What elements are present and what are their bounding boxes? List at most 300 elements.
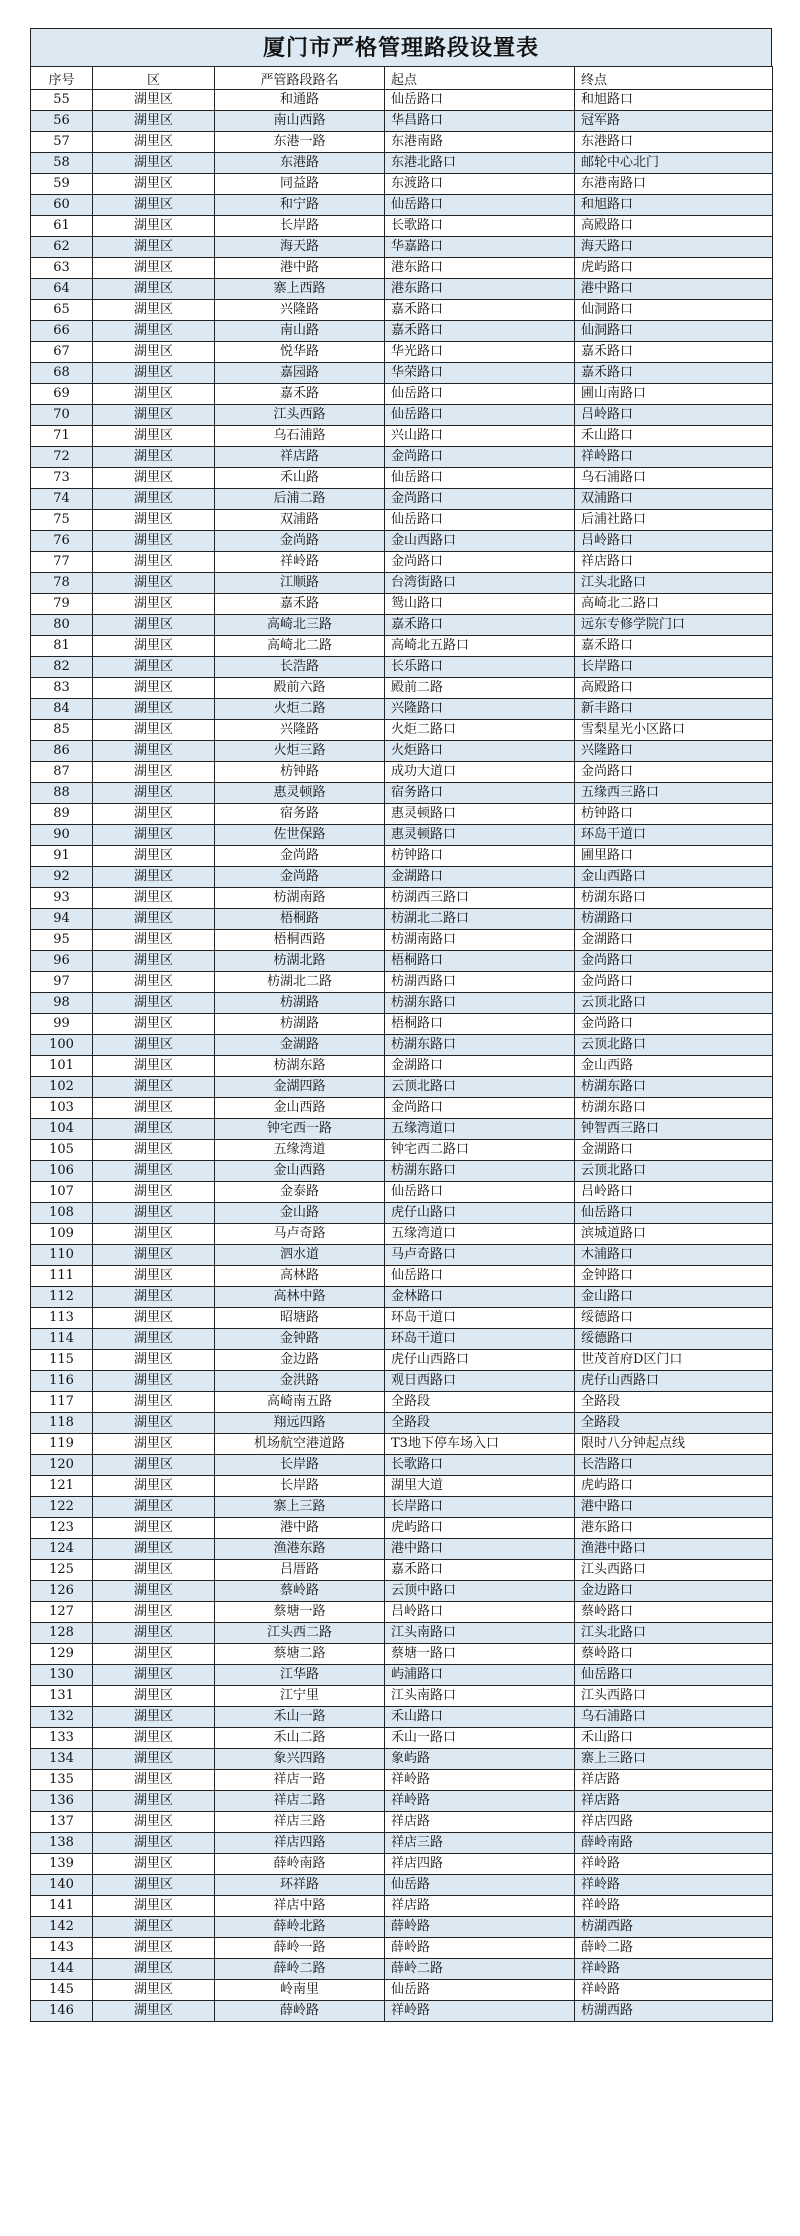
cell-road-name: 和宁路 <box>215 195 385 216</box>
table-row <box>31 1917 773 1938</box>
cell-index: 130 <box>31 1665 93 1686</box>
cell-district: 湖里区 <box>93 1791 215 1812</box>
table-row <box>31 1560 773 1581</box>
table-row <box>31 132 773 153</box>
table-row <box>31 321 773 342</box>
cell-end: 祥岭路 <box>575 1854 773 1875</box>
table-row <box>31 1266 773 1287</box>
cell-end: 枋湖东路口 <box>575 1098 773 1119</box>
cell-end: 金湖路口 <box>575 1140 773 1161</box>
cell-end: 仙岳路口 <box>575 1665 773 1686</box>
table-row <box>31 1098 773 1119</box>
cell-district: 湖里区 <box>93 216 215 237</box>
cell-start: 虎仔山路口 <box>385 1203 575 1224</box>
cell-start: 蔡塘一路口 <box>385 1644 575 1665</box>
table-row <box>31 1392 773 1413</box>
cell-road-name: 环祥路 <box>215 1875 385 1896</box>
cell-start: 枋湖东路口 <box>385 993 575 1014</box>
table-row <box>31 1539 773 1560</box>
cell-district: 湖里区 <box>93 1119 215 1140</box>
cell-end: 滨城道路口 <box>575 1224 773 1245</box>
table-row <box>31 510 773 531</box>
cell-start: 嘉禾路口 <box>385 1560 575 1581</box>
cell-index: 70 <box>31 405 93 426</box>
cell-start: 成功大道口 <box>385 762 575 783</box>
cell-end: 海天路口 <box>575 237 773 258</box>
table-row <box>31 2001 773 2022</box>
cell-road-name: 祥店中路 <box>215 1896 385 1917</box>
table-row <box>31 1182 773 1203</box>
cell-road-name: 江宁里 <box>215 1686 385 1707</box>
cell-road-name: 金尚路 <box>215 846 385 867</box>
cell-end: 虎屿路口 <box>575 258 773 279</box>
cell-end: 金尚路口 <box>575 762 773 783</box>
table-row <box>31 1665 773 1686</box>
cell-index: 123 <box>31 1518 93 1539</box>
cell-index: 108 <box>31 1203 93 1224</box>
cell-district: 湖里区 <box>93 132 215 153</box>
cell-end: 祥店路口 <box>575 552 773 573</box>
cell-index: 113 <box>31 1308 93 1329</box>
table-row <box>31 1413 773 1434</box>
table-row <box>31 405 773 426</box>
cell-index: 103 <box>31 1098 93 1119</box>
cell-start: 云顶中路口 <box>385 1581 575 1602</box>
cell-index: 111 <box>31 1266 93 1287</box>
cell-start: 仙岳路口 <box>385 405 575 426</box>
cell-start: 云顶北路口 <box>385 1077 575 1098</box>
cell-end: 虎仔山西路口 <box>575 1371 773 1392</box>
cell-start: 环岛干道口 <box>385 1329 575 1350</box>
cell-road-name: 祥岭路 <box>215 552 385 573</box>
cell-end: 蔡岭路口 <box>575 1602 773 1623</box>
cell-start: 港东路口 <box>385 279 575 300</box>
cell-road-name: 金钟路 <box>215 1329 385 1350</box>
cell-road-name: 宿务路 <box>215 804 385 825</box>
cell-index: 58 <box>31 153 93 174</box>
cell-district: 湖里区 <box>93 804 215 825</box>
cell-index: 145 <box>31 1980 93 2001</box>
cell-road-name: 渔港东路 <box>215 1539 385 1560</box>
table-row <box>31 678 773 699</box>
cell-district: 湖里区 <box>93 846 215 867</box>
cell-start: 仙岳路口 <box>385 468 575 489</box>
table-row <box>31 1140 773 1161</box>
cell-index: 133 <box>31 1728 93 1749</box>
cell-start: 祥店路 <box>385 1812 575 1833</box>
cell-end: 五缘西三路口 <box>575 783 773 804</box>
cell-district: 湖里区 <box>93 1329 215 1350</box>
cell-start: 殿前二路 <box>385 678 575 699</box>
cell-road-name: 吕厝路 <box>215 1560 385 1581</box>
cell-road-name: 长岸路 <box>215 1455 385 1476</box>
cell-district: 湖里区 <box>93 762 215 783</box>
cell-index: 127 <box>31 1602 93 1623</box>
cell-district: 湖里区 <box>93 237 215 258</box>
cell-end: 金尚路口 <box>575 951 773 972</box>
cell-district: 湖里区 <box>93 342 215 363</box>
table-row <box>31 1518 773 1539</box>
cell-road-name: 江头西二路 <box>215 1623 385 1644</box>
cell-start: 东渡路口 <box>385 174 575 195</box>
cell-road-name: 乌石浦路 <box>215 426 385 447</box>
cell-district: 湖里区 <box>93 153 215 174</box>
cell-district: 湖里区 <box>93 468 215 489</box>
cell-road-name: 南山西路 <box>215 111 385 132</box>
cell-end: 钟智西三路口 <box>575 1119 773 1140</box>
table-row <box>31 1938 773 1959</box>
cell-road-name: 和通路 <box>215 90 385 111</box>
cell-start: 东港南路 <box>385 132 575 153</box>
cell-district: 湖里区 <box>93 909 215 930</box>
cell-index: 136 <box>31 1791 93 1812</box>
header-end: 终点 <box>575 67 773 90</box>
cell-start: 金湖路口 <box>385 867 575 888</box>
cell-road-name: 兴隆路 <box>215 720 385 741</box>
cell-start: 仙岳路 <box>385 1875 575 1896</box>
cell-start: 仙岳路口 <box>385 1266 575 1287</box>
cell-end: 枋湖东路口 <box>575 1077 773 1098</box>
cell-district: 湖里区 <box>93 195 215 216</box>
cell-index: 134 <box>31 1749 93 1770</box>
cell-index: 101 <box>31 1056 93 1077</box>
cell-road-name: 蔡塘二路 <box>215 1644 385 1665</box>
cell-start: 华光路口 <box>385 342 575 363</box>
cell-district: 湖里区 <box>93 1875 215 1896</box>
cell-end: 乌石浦路口 <box>575 1707 773 1728</box>
cell-end: 圃里路口 <box>575 846 773 867</box>
cell-end: 仙岳路口 <box>575 1203 773 1224</box>
cell-index: 74 <box>31 489 93 510</box>
cell-district: 湖里区 <box>93 405 215 426</box>
cell-road-name: 殿前六路 <box>215 678 385 699</box>
cell-district: 湖里区 <box>93 1203 215 1224</box>
cell-start: 虎仔山西路口 <box>385 1350 575 1371</box>
cell-end: 限时八分钟起点线 <box>575 1434 773 1455</box>
table-row <box>31 1707 773 1728</box>
table-row <box>31 573 773 594</box>
cell-district: 湖里区 <box>93 1854 215 1875</box>
cell-index: 135 <box>31 1770 93 1791</box>
cell-start: 金山西路口 <box>385 531 575 552</box>
cell-road-name: 后浦二路 <box>215 489 385 510</box>
cell-end: 长岸路口 <box>575 657 773 678</box>
cell-start: 东港北路口 <box>385 153 575 174</box>
cell-end: 金湖路口 <box>575 930 773 951</box>
table-row <box>31 1476 773 1497</box>
table-row <box>31 1749 773 1770</box>
cell-road-name: 高崎南五路 <box>215 1392 385 1413</box>
cell-end: 冠军路 <box>575 111 773 132</box>
cell-road-name: 枋湖北二路 <box>215 972 385 993</box>
table-row <box>31 1581 773 1602</box>
cell-district: 湖里区 <box>93 783 215 804</box>
cell-start: 屿浦路口 <box>385 1665 575 1686</box>
cell-district: 湖里区 <box>93 111 215 132</box>
cell-road-name: 泗水道 <box>215 1245 385 1266</box>
cell-road-name: 梧桐西路 <box>215 930 385 951</box>
cell-index: 115 <box>31 1350 93 1371</box>
cell-start: 宿务路口 <box>385 783 575 804</box>
cell-road-name: 薛岭二路 <box>215 1959 385 1980</box>
cell-end: 嘉禾路口 <box>575 342 773 363</box>
cell-end: 吕岭路口 <box>575 1182 773 1203</box>
cell-end: 嘉禾路口 <box>575 636 773 657</box>
cell-end: 仙洞路口 <box>575 300 773 321</box>
cell-district: 湖里区 <box>93 1980 215 2001</box>
cell-index: 83 <box>31 678 93 699</box>
cell-end: 寨上三路口 <box>575 1749 773 1770</box>
table-row <box>31 636 773 657</box>
cell-start: 金尚路口 <box>385 489 575 510</box>
cell-road-name: 金尚路 <box>215 531 385 552</box>
cell-road-name: 翔远四路 <box>215 1413 385 1434</box>
cell-start: 鸳山路口 <box>385 594 575 615</box>
cell-index: 67 <box>31 342 93 363</box>
cell-index: 92 <box>31 867 93 888</box>
cell-district: 湖里区 <box>93 1539 215 1560</box>
cell-end: 双浦路口 <box>575 489 773 510</box>
cell-road-name: 薛岭路 <box>215 2001 385 2022</box>
cell-district: 湖里区 <box>93 510 215 531</box>
table-row <box>31 1161 773 1182</box>
cell-district: 湖里区 <box>93 1245 215 1266</box>
cell-index: 63 <box>31 258 93 279</box>
table-row <box>31 300 773 321</box>
cell-index: 124 <box>31 1539 93 1560</box>
cell-road-name: 海天路 <box>215 237 385 258</box>
cell-index: 120 <box>31 1455 93 1476</box>
cell-end: 金尚路口 <box>575 972 773 993</box>
table-row <box>31 1035 773 1056</box>
table-row <box>31 1329 773 1350</box>
cell-start: 祥岭路 <box>385 1770 575 1791</box>
cell-road-name: 港中路 <box>215 1518 385 1539</box>
cell-start: 仙岳路口 <box>385 510 575 531</box>
cell-district: 湖里区 <box>93 573 215 594</box>
cell-index: 79 <box>31 594 93 615</box>
cell-index: 139 <box>31 1854 93 1875</box>
cell-index: 56 <box>31 111 93 132</box>
cell-end: 后浦社路口 <box>575 510 773 531</box>
cell-road-name: 祥店路 <box>215 447 385 468</box>
cell-district: 湖里区 <box>93 1959 215 1980</box>
table-row <box>31 1119 773 1140</box>
cell-road-name: 长浩路 <box>215 657 385 678</box>
cell-start: 华昌路口 <box>385 111 575 132</box>
cell-district: 湖里区 <box>93 1161 215 1182</box>
cell-district: 湖里区 <box>93 321 215 342</box>
cell-index: 100 <box>31 1035 93 1056</box>
table-row <box>31 909 773 930</box>
cell-road-name: 高崎北三路 <box>215 615 385 636</box>
cell-end: 江头西路口 <box>575 1560 773 1581</box>
table-row <box>31 531 773 552</box>
cell-district: 湖里区 <box>93 1035 215 1056</box>
cell-start: 枋湖西三路口 <box>385 888 575 909</box>
cell-start: 湖里大道 <box>385 1476 575 1497</box>
cell-district: 湖里区 <box>93 657 215 678</box>
cell-end: 金山西路口 <box>575 867 773 888</box>
cell-district: 湖里区 <box>93 1308 215 1329</box>
cell-start: 华嘉路口 <box>385 237 575 258</box>
cell-end: 高殿路口 <box>575 216 773 237</box>
cell-road-name: 禾山一路 <box>215 1707 385 1728</box>
cell-district: 湖里区 <box>93 1014 215 1035</box>
cell-road-name: 薛岭一路 <box>215 1938 385 1959</box>
cell-start: 火炬二路口 <box>385 720 575 741</box>
cell-end: 枋钟路口 <box>575 804 773 825</box>
cell-index: 137 <box>31 1812 93 1833</box>
table-row <box>31 489 773 510</box>
cell-start: 台湾街路口 <box>385 573 575 594</box>
table-row <box>31 1770 773 1791</box>
table-row <box>31 342 773 363</box>
cell-index: 109 <box>31 1224 93 1245</box>
header-road-name: 严管路段路名 <box>215 67 385 90</box>
cell-index: 80 <box>31 615 93 636</box>
cell-road-name: 嘉禾路 <box>215 594 385 615</box>
cell-end: 金山西路 <box>575 1056 773 1077</box>
cell-end: 枋湖东路口 <box>575 888 773 909</box>
cell-district: 湖里区 <box>93 1455 215 1476</box>
cell-end: 禾山路口 <box>575 426 773 447</box>
cell-road-name: 金山西路 <box>215 1098 385 1119</box>
cell-index: 132 <box>31 1707 93 1728</box>
cell-end: 云顶北路口 <box>575 1035 773 1056</box>
cell-district: 湖里区 <box>93 678 215 699</box>
cell-road-name: 象兴四路 <box>215 1749 385 1770</box>
cell-road-name: 悦华路 <box>215 342 385 363</box>
cell-index: 66 <box>31 321 93 342</box>
cell-start: 仙岳路口 <box>385 195 575 216</box>
cell-district: 湖里区 <box>93 1938 215 1959</box>
cell-end: 绥德路口 <box>575 1308 773 1329</box>
cell-road-name: 嘉禾路 <box>215 384 385 405</box>
cell-district: 湖里区 <box>93 615 215 636</box>
cell-district: 湖里区 <box>93 1623 215 1644</box>
cell-end: 江头北路口 <box>575 1623 773 1644</box>
table-row <box>31 279 773 300</box>
cell-road-name: 佐世保路 <box>215 825 385 846</box>
cell-end: 金尚路口 <box>575 1014 773 1035</box>
cell-index: 84 <box>31 699 93 720</box>
cell-district: 湖里区 <box>93 888 215 909</box>
cell-road-name: 金山西路 <box>215 1161 385 1182</box>
cell-start: 仙岳路口 <box>385 90 575 111</box>
cell-district: 湖里区 <box>93 993 215 1014</box>
cell-index: 81 <box>31 636 93 657</box>
cell-start: 兴山路口 <box>385 426 575 447</box>
cell-district: 湖里区 <box>93 951 215 972</box>
cell-start: 枋湖北二路口 <box>385 909 575 930</box>
cell-end: 禾山路口 <box>575 1728 773 1749</box>
cell-start: 港中路口 <box>385 1539 575 1560</box>
cell-end: 渔港中路口 <box>575 1539 773 1560</box>
cell-index: 146 <box>31 2001 93 2022</box>
cell-road-name: 祥店一路 <box>215 1770 385 1791</box>
cell-road-name: 江华路 <box>215 1665 385 1686</box>
cell-district: 湖里区 <box>93 1686 215 1707</box>
cell-district: 湖里区 <box>93 1224 215 1245</box>
cell-start: 长歌路口 <box>385 1455 575 1476</box>
cell-start: 环岛干道口 <box>385 1308 575 1329</box>
cell-index: 128 <box>31 1623 93 1644</box>
cell-road-name: 枋湖路 <box>215 1014 385 1035</box>
cell-end: 祥岭路 <box>575 1959 773 1980</box>
cell-end: 兴隆路口 <box>575 741 773 762</box>
cell-end: 港中路口 <box>575 279 773 300</box>
cell-index: 98 <box>31 993 93 1014</box>
cell-district: 湖里区 <box>93 1749 215 1770</box>
cell-index: 82 <box>31 657 93 678</box>
table-row <box>31 594 773 615</box>
cell-index: 91 <box>31 846 93 867</box>
cell-start: 江头南路口 <box>385 1623 575 1644</box>
cell-district: 湖里区 <box>93 1413 215 1434</box>
cell-district: 湖里区 <box>93 594 215 615</box>
table-row <box>31 1224 773 1245</box>
cell-index: 102 <box>31 1077 93 1098</box>
cell-index: 117 <box>31 1392 93 1413</box>
cell-index: 105 <box>31 1140 93 1161</box>
table-row <box>31 1455 773 1476</box>
table-row <box>31 615 773 636</box>
cell-start: 祥店三路 <box>385 1833 575 1854</box>
cell-index: 97 <box>31 972 93 993</box>
cell-start: 枋湖东路口 <box>385 1161 575 1182</box>
cell-end: 祥店路 <box>575 1770 773 1791</box>
cell-road-name: 兴隆路 <box>215 300 385 321</box>
cell-district: 湖里区 <box>93 867 215 888</box>
cell-district: 湖里区 <box>93 447 215 468</box>
cell-end: 东港路口 <box>575 132 773 153</box>
cell-road-name: 金泰路 <box>215 1182 385 1203</box>
cell-district: 湖里区 <box>93 1077 215 1098</box>
cell-district: 湖里区 <box>93 1518 215 1539</box>
cell-road-name: 双浦路 <box>215 510 385 531</box>
cell-district: 湖里区 <box>93 1098 215 1119</box>
cell-end: 枋湖路口 <box>575 909 773 930</box>
cell-index: 142 <box>31 1917 93 1938</box>
cell-end: 祥岭路 <box>575 1896 773 1917</box>
cell-district: 湖里区 <box>93 1266 215 1287</box>
cell-road-name: 五缘湾道 <box>215 1140 385 1161</box>
cell-end: 祥店四路 <box>575 1812 773 1833</box>
cell-index: 129 <box>31 1644 93 1665</box>
cell-district: 湖里区 <box>93 1644 215 1665</box>
cell-index: 126 <box>31 1581 93 1602</box>
cell-start: 金湖路口 <box>385 1056 575 1077</box>
cell-start: 长歌路口 <box>385 216 575 237</box>
cell-index: 95 <box>31 930 93 951</box>
cell-end: 吕岭路口 <box>575 531 773 552</box>
cell-district: 湖里区 <box>93 531 215 552</box>
cell-road-name: 昭塘路 <box>215 1308 385 1329</box>
table-row <box>31 1854 773 1875</box>
table-row <box>31 237 773 258</box>
cell-end: 枋湖西路 <box>575 1917 773 1938</box>
cell-index: 55 <box>31 90 93 111</box>
cell-index: 77 <box>31 552 93 573</box>
cell-district: 湖里区 <box>93 552 215 573</box>
cell-district: 湖里区 <box>93 1476 215 1497</box>
cell-road-name: 东港路 <box>215 153 385 174</box>
cell-district: 湖里区 <box>93 279 215 300</box>
cell-index: 64 <box>31 279 93 300</box>
cell-end: 新丰路口 <box>575 699 773 720</box>
table-row <box>31 1959 773 1980</box>
